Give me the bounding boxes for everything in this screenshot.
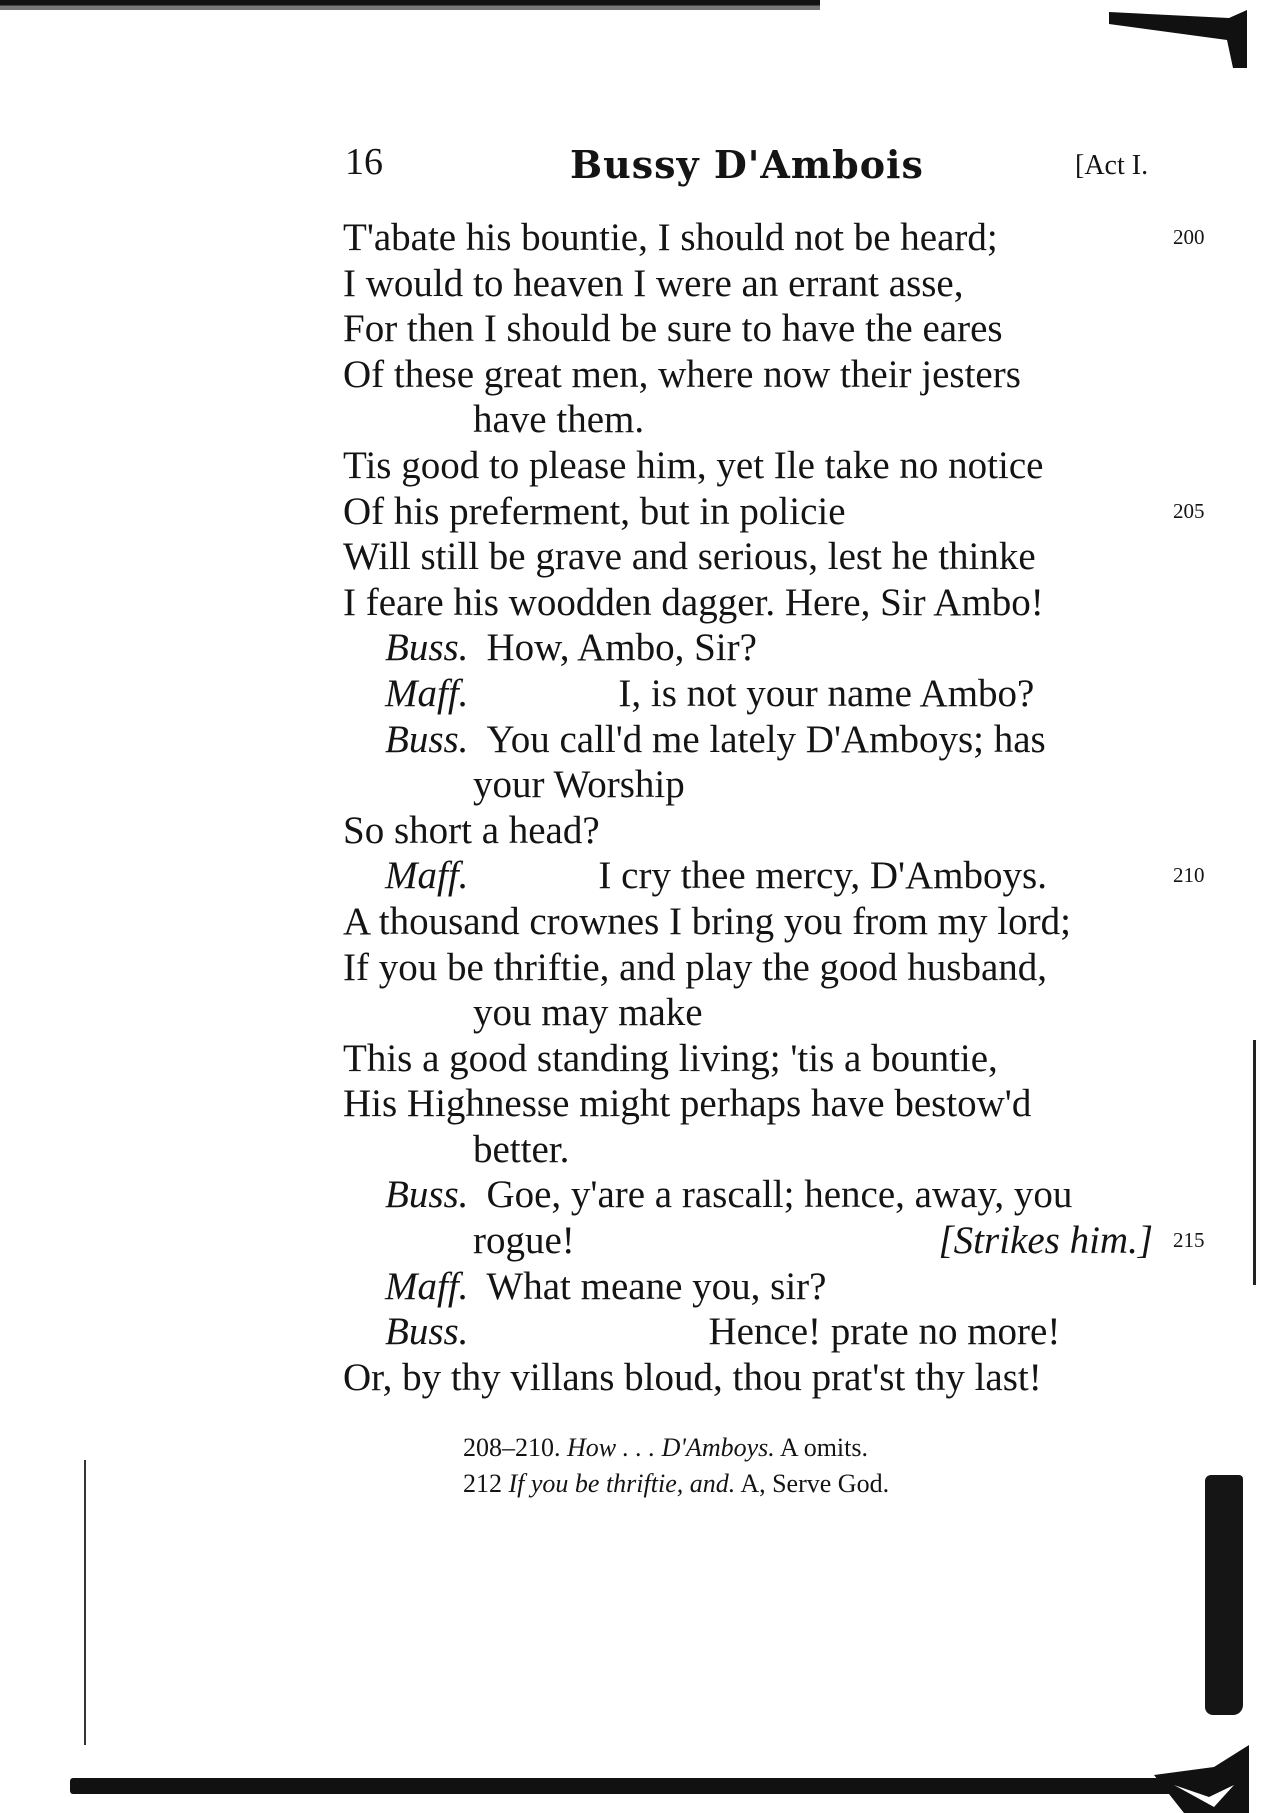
line-number: 215	[1173, 1228, 1205, 1253]
stage-direction: [Strikes him.]	[938, 1219, 1153, 1263]
line-text: A thousand crownes I bring you from my lord;	[343, 899, 1071, 943]
footnote-note: A, Serve God.	[735, 1469, 890, 1498]
footnote	[463, 1466, 889, 1502]
speaker-name: Buss.	[385, 1310, 469, 1354]
verse-line	[343, 990, 1193, 1036]
line-text: This a good standing living; 'tis a bountie,	[343, 1036, 998, 1080]
verse-line	[343, 261, 1193, 307]
verse-line	[343, 489, 1205, 535]
page-header	[0, 140, 1267, 190]
line-text: better.	[473, 1127, 570, 1171]
verse-line	[343, 1309, 1193, 1355]
line-text: So short a head?	[343, 808, 600, 852]
verse-line	[343, 945, 1193, 991]
verse-line	[343, 717, 1193, 763]
line-text: T'abate his bountie, I should not be heard;	[343, 216, 998, 259]
line-text: I feare his woodden dagger. Here, Sir Ambo!	[343, 580, 1044, 624]
line-text: Of his preferment, but in policie	[343, 489, 846, 533]
verse-line	[343, 899, 1193, 945]
verse-line	[343, 1081, 1193, 1127]
verse-line	[343, 1036, 1193, 1082]
scan-edge-top	[0, 0, 820, 10]
line-text: I, is not your name Ambo?	[618, 671, 1035, 715]
verse-line	[343, 625, 1193, 671]
line-text: Goe, y'are a rascall; hence, away, you	[486, 1173, 1073, 1217]
footnote-lemma: How . . . D'Amboys.	[567, 1433, 775, 1462]
footnote-note: A omits.	[774, 1433, 868, 1462]
speaker-name: Buss.	[385, 626, 469, 670]
scan-corner-bottom-right	[1154, 1745, 1249, 1813]
line-text: I cry thee mercy, D'Amboys.	[598, 854, 1047, 898]
speaker-name: Maff.	[385, 854, 469, 898]
verse-line	[343, 397, 1193, 443]
verse-line	[343, 1218, 1205, 1264]
verse-line	[343, 443, 1193, 489]
scan-edge-left	[84, 1460, 86, 1745]
verse-line	[343, 1355, 1193, 1401]
verse-line	[343, 215, 1205, 261]
act-label: [Act I.	[1075, 150, 1149, 181]
verse-line	[343, 671, 1193, 717]
verse-line	[343, 306, 1193, 352]
verse-line	[343, 352, 1193, 398]
speaker-name: Maff.	[385, 671, 469, 715]
footnote-ref: 212	[463, 1469, 509, 1498]
line-text: For then I should be sure to have the eares	[343, 307, 1003, 351]
verse-line	[343, 762, 1193, 808]
line-text: you may make	[473, 991, 703, 1035]
page-number: 16	[345, 141, 383, 183]
line-text: rogue!	[473, 1219, 575, 1263]
line-text: your Worship	[473, 763, 685, 807]
line-text: I would to heaven I were an errant asse,	[343, 261, 964, 305]
verse-line	[343, 1127, 1193, 1173]
scan-blot	[1205, 1475, 1243, 1715]
verse-text	[343, 215, 1205, 1400]
line-text: His Highnesse might perhaps have bestow'd	[343, 1082, 1032, 1126]
scan-edge-bottom	[70, 1778, 1190, 1794]
verse-line	[343, 1172, 1193, 1218]
verse-line	[343, 580, 1193, 626]
line-text: Hence! prate no more!	[708, 1310, 1061, 1354]
scan-edge-right	[1253, 1040, 1256, 1285]
line-text: You call'd me lately D'Amboys; has	[486, 717, 1046, 761]
line-number: 210	[1173, 863, 1205, 888]
line-text: Will still be grave and serious, lest he thinke	[343, 535, 1036, 579]
speaker-name: Buss.	[385, 717, 469, 761]
line-text: What meane you, sir?	[486, 1264, 827, 1308]
line-text: Or, by thy villans bloud, thou prat'st thy last!	[343, 1355, 1042, 1399]
footnote-ref: 208–210.	[463, 1433, 567, 1462]
footnote-lemma: If you be thriftie, and.	[508, 1469, 736, 1498]
footnote	[463, 1430, 889, 1466]
line-text: How, Ambo, Sir?	[486, 626, 757, 670]
verse-line	[343, 1264, 1193, 1310]
running-title: Bussy D'Ambois	[570, 142, 924, 187]
verse-line	[343, 534, 1193, 580]
line-text: Of these great men, where now their jesters	[343, 352, 1021, 396]
line-text: have them.	[473, 398, 645, 442]
verse-line	[343, 853, 1205, 899]
scan-corner-top-right	[1109, 10, 1249, 70]
line-number: 205	[1173, 498, 1205, 523]
footnotes	[463, 1430, 889, 1502]
line-text: If you be thriftie, and play the good husband,	[343, 945, 1047, 989]
speaker-name: Buss.	[385, 1173, 469, 1217]
line-text: Tis good to please him, yet Ile take no notice	[343, 443, 1044, 487]
speaker-name: Maff.	[385, 1264, 469, 1308]
line-number: 200	[1173, 225, 1205, 249]
verse-line	[343, 808, 1193, 854]
